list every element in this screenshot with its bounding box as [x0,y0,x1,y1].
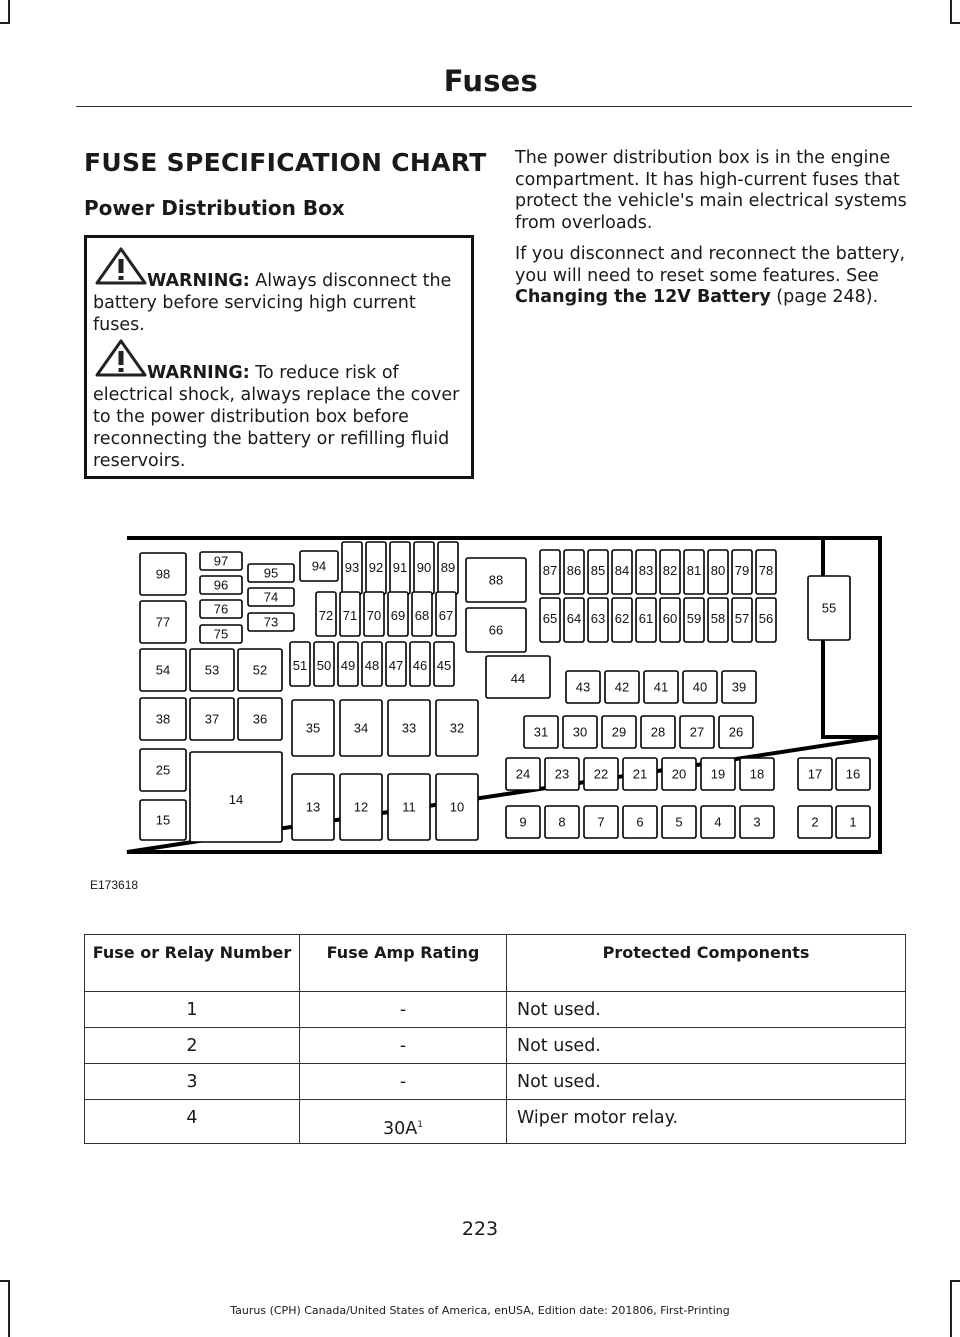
page-footer: Taurus (CPH) Canada/United States of America, enUSA, Edition date: 201806, First-Printing [230,1304,730,1317]
svg-text:48: 48 [364,658,380,673]
fuse-41 [644,671,678,703]
section-title: FUSE SPECIFICATION CHART [84,148,487,177]
svg-text:35: 35 [305,720,321,736]
svg-text:14: 14 [228,792,244,807]
warning-text [93,270,467,336]
fuse-55 [808,576,850,640]
fuse-91 [390,542,410,594]
fuse-53 [190,649,234,691]
fuse-73 [248,613,294,631]
svg-text:82: 82 [662,563,678,578]
svg-text:93: 93 [344,560,360,575]
svg-text:77: 77 [155,614,171,630]
fuse-14 [190,752,282,842]
fuse-67 [436,592,456,636]
fuse-4 [701,806,735,838]
crop-mark [950,1280,960,1282]
fuse-76 [200,600,242,618]
svg-text:12: 12 [353,799,369,815]
fuse-9 [506,806,540,838]
svg-text:65: 65 [542,611,558,626]
crop-mark [950,22,960,24]
svg-text:59: 59 [686,611,702,626]
svg-text:1: 1 [849,814,857,830]
fuse-95 [248,564,294,582]
fuse-rating: - [300,992,507,1028]
svg-text:24: 24 [515,766,531,782]
svg-text:88: 88 [488,572,504,588]
svg-text:73: 73 [263,614,279,630]
fuse-12 [340,774,382,840]
fuse-38 [140,698,186,740]
fuse-17 [798,758,832,790]
svg-text:28: 28 [650,724,666,740]
header-rule [76,106,912,107]
svg-text:69: 69 [390,608,406,623]
svg-text:38: 38 [155,711,171,727]
svg-text:26: 26 [728,724,744,740]
fuse-33 [388,700,430,756]
svg-text:46: 46 [412,658,428,673]
svg-text:42: 42 [614,679,630,695]
fuse-43 [566,671,600,703]
svg-text:92: 92 [368,560,384,575]
fuse-8 [545,806,579,838]
svg-text:43: 43 [575,679,591,695]
fuse-34 [340,700,382,756]
fuse-1 [836,806,870,838]
fuse-rating: - [300,1064,507,1100]
diagram-code: E173618 [90,878,139,892]
svg-text:15: 15 [155,812,171,828]
svg-text:98: 98 [155,566,171,582]
warning-label: WARNING: [147,363,250,383]
fuse-44 [486,656,550,698]
fuse-26 [719,716,753,748]
fuse-31 [524,716,558,748]
page-number: 223 [461,1218,499,1240]
svg-text:94: 94 [311,558,327,574]
svg-text:90: 90 [416,560,432,575]
svg-text:79: 79 [734,563,750,578]
svg-text:19: 19 [710,766,726,782]
fuse-68 [412,592,432,636]
svg-text:37: 37 [204,711,220,727]
svg-text:60: 60 [662,611,678,626]
page-header-title: Fuses [443,64,538,98]
fuse-11 [388,774,430,840]
svg-text:45: 45 [436,658,452,673]
fuse-84 [612,550,632,594]
fuse-85 [588,550,608,594]
column-header: Fuse or Relay Number [85,935,300,992]
svg-text:9: 9 [519,814,527,830]
fuse-24 [506,758,540,790]
svg-text:20: 20 [671,766,687,782]
fuse-98 [140,553,186,595]
svg-text:96: 96 [213,577,229,593]
column-header: Protected Components [507,935,906,992]
fuse-80 [708,550,728,594]
svg-text:68: 68 [414,608,430,623]
fuse-20 [662,758,696,790]
fuse-52 [238,649,282,691]
svg-text:71: 71 [342,608,358,623]
fuse-rating [300,1100,507,1144]
fuse-65 [540,598,560,642]
svg-text:11: 11 [402,799,416,815]
protected-component: Not used. [507,1028,906,1064]
fuse-86 [564,550,584,594]
fuse-5 [662,806,696,838]
svg-text:32: 32 [449,720,465,736]
fuse-6 [623,806,657,838]
fuse-78 [756,550,776,594]
table-row [85,1100,906,1144]
fuse-62 [612,598,632,642]
fuse-66 [466,608,526,652]
fuse-54 [140,649,186,691]
svg-text:78: 78 [758,563,774,578]
svg-text:89: 89 [440,560,456,575]
svg-text:56: 56 [758,611,774,626]
rating-value: 30A [383,1119,418,1139]
warning-label: WARNING: [147,271,250,291]
fuse-box-diagram [120,534,890,860]
table-row [85,1064,906,1100]
svg-text:22: 22 [593,766,609,782]
fuse-37 [190,698,234,740]
fuse-28 [641,716,675,748]
fuse-27 [680,716,714,748]
fuse-88 [466,558,526,602]
fuse-72 [316,592,336,636]
svg-text:85: 85 [590,563,606,578]
svg-text:31: 31 [533,724,549,740]
svg-text:86: 86 [566,563,582,578]
fuse-82 [660,550,680,594]
fuse-56 [756,598,776,642]
svg-text:13: 13 [305,799,321,815]
svg-text:97: 97 [213,553,229,569]
svg-text:30: 30 [572,724,588,740]
svg-text:6: 6 [636,814,644,830]
warning-text [93,362,467,472]
svg-text:4: 4 [714,814,722,830]
svg-text:27: 27 [689,724,705,740]
crop-mark [950,0,952,22]
fuse-7 [584,806,618,838]
fuse-93 [342,542,362,594]
fuse-number: 3 [85,1064,300,1100]
svg-text:66: 66 [488,622,504,638]
warning-box [84,235,474,479]
fuse-16 [836,758,870,790]
fuse-45 [434,642,454,686]
warning-body: Always disconnect the battery before servicing high current fuses. [93,271,452,335]
svg-text:95: 95 [263,565,279,581]
fuse-69 [388,592,408,636]
svg-text:67: 67 [438,608,454,623]
fuse-90 [414,542,434,594]
fuse-18 [740,758,774,790]
fuse-75 [200,625,242,643]
fuse-19 [701,758,735,790]
fuse-50 [314,642,334,686]
fuse-number: 1 [85,992,300,1028]
svg-text:47: 47 [388,658,404,673]
svg-text:72: 72 [318,608,334,623]
svg-text:70: 70 [366,608,382,623]
protected-component: Not used. [507,992,906,1028]
table-row [85,1028,906,1064]
svg-text:76: 76 [213,601,229,617]
fuse-3 [740,806,774,838]
fuse-35 [292,700,334,756]
fuse-32 [436,700,478,756]
fuse-49 [338,642,358,686]
fuse-number: 2 [85,1028,300,1064]
svg-text:16: 16 [845,766,861,782]
svg-text:50: 50 [316,658,332,673]
svg-text:41: 41 [653,679,669,695]
fuse-74 [248,588,294,606]
svg-text:64: 64 [566,611,582,626]
fuse-table [84,934,906,1144]
fuse-79 [732,550,752,594]
fuse-13 [292,774,334,840]
protected-component: Wiper motor relay. [507,1100,906,1144]
fuse-92 [366,542,386,594]
fuse-40 [683,671,717,703]
fuse-rating: - [300,1028,507,1064]
section-subtitle: Power Distribution Box [84,196,345,220]
fuse-30 [563,716,597,748]
fuse-59 [684,598,704,642]
svg-text:44: 44 [510,671,526,686]
fuse-61 [636,598,656,642]
svg-text:75: 75 [213,626,229,642]
fuse-71 [340,592,360,636]
fuse-46 [410,642,430,686]
svg-text:3: 3 [753,814,761,830]
fuse-23 [545,758,579,790]
fuse-21 [623,758,657,790]
fuse-64 [564,598,584,642]
fuse-number: 4 [85,1100,300,1144]
svg-text:33: 33 [401,720,417,736]
svg-text:34: 34 [353,720,369,736]
svg-text:53: 53 [204,662,220,678]
svg-text:5: 5 [675,814,683,830]
fuse-51 [290,642,310,686]
table-row [85,992,906,1028]
svg-text:21: 21 [632,766,648,782]
fuse-89 [438,542,458,594]
fuse-2 [798,806,832,838]
fuse-47 [386,642,406,686]
fuse-25 [140,749,186,791]
fuse-63 [588,598,608,642]
fuse-10 [436,774,478,840]
svg-text:40: 40 [692,679,708,695]
fuse-96 [200,576,242,594]
svg-text:36: 36 [252,711,268,727]
svg-text:54: 54 [155,662,171,678]
footnote-marker: 1 [417,1120,423,1131]
fuse-29 [602,716,636,748]
svg-text:55: 55 [821,600,837,616]
svg-text:23: 23 [554,766,570,782]
crop-mark [0,22,10,24]
table-header-row [85,935,906,992]
svg-text:81: 81 [686,563,702,578]
svg-text:91: 91 [392,560,408,575]
svg-text:18: 18 [749,766,765,782]
svg-text:62: 62 [614,611,630,626]
intro-text: If you disconnect and reconnect the battery, you will need to reset some features. See [515,244,906,286]
cross-reference-link[interactable]: Changing the 12V Battery [515,287,771,307]
intro-paragraph [515,244,915,309]
svg-text:10: 10 [449,799,465,815]
svg-text:63: 63 [590,611,606,626]
fuse-94 [300,551,338,581]
crop-mark [0,1280,10,1282]
warning-body: To reduce risk of electrical shock, always replace the cover to the power distribution box before reconnecting the battery or refilling fluid reservoirs. [93,363,460,471]
fuse-39 [722,671,756,703]
svg-text:39: 39 [731,679,747,695]
svg-text:57: 57 [734,611,750,626]
fuse-57 [732,598,752,642]
svg-text:7: 7 [597,814,605,830]
crop-mark [8,0,10,22]
svg-text:25: 25 [155,762,171,778]
svg-text:74: 74 [263,589,279,605]
intro-text: (page 248). [770,287,879,307]
column-header: Fuse Amp Rating [300,935,507,992]
svg-text:84: 84 [614,563,630,578]
svg-text:8: 8 [558,814,566,830]
fuse-60 [660,598,680,642]
fuse-58 [708,598,728,642]
fuse-97 [200,552,242,570]
fuse-48 [362,642,382,686]
svg-text:17: 17 [807,766,823,782]
svg-text:58: 58 [710,611,726,626]
svg-text:2: 2 [811,814,819,830]
svg-text:52: 52 [252,662,268,678]
protected-component: Not used. [507,1064,906,1100]
svg-text:83: 83 [638,563,654,578]
svg-text:49: 49 [340,658,356,673]
fuse-81 [684,550,704,594]
fuse-36 [238,698,282,740]
fuse-83 [636,550,656,594]
fuse-15 [140,800,186,840]
fuse-42 [605,671,639,703]
svg-text:87: 87 [542,563,558,578]
intro-paragraph: The power distribution box is in the engine compartment. It has high-current fuses that protect the vehicle's main electrical systems from overloads. [515,148,907,233]
svg-text:29: 29 [611,724,627,740]
svg-text:80: 80 [710,563,726,578]
fuse-22 [584,758,618,790]
svg-text:61: 61 [638,611,654,626]
fuse-77 [140,601,186,643]
svg-text:51: 51 [292,658,308,673]
fuse-70 [364,592,384,636]
fuse-87 [540,550,560,594]
